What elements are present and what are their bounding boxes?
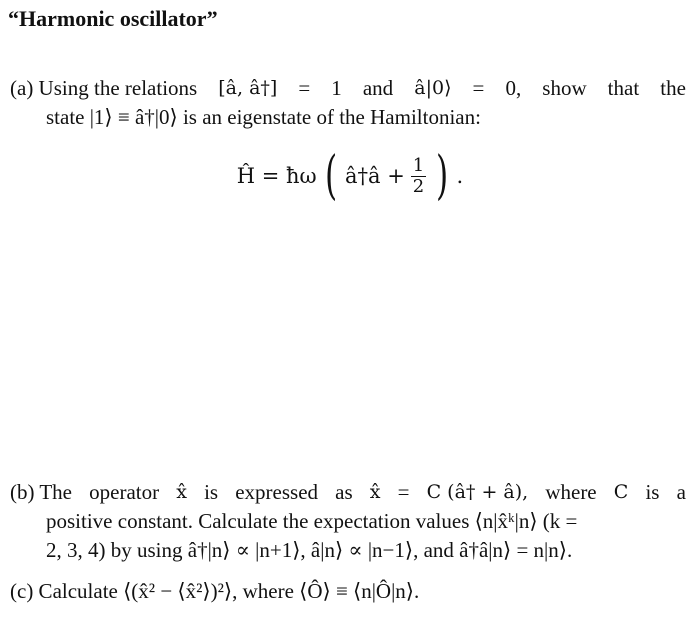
- part-b-word: a: [676, 480, 686, 504]
- hamiltonian-equation: [0, 146, 700, 210]
- commutator: [â, â†]: [218, 77, 278, 99]
- number-operator-term: â†â +: [344, 164, 405, 188]
- part-c: [10, 577, 686, 606]
- position-operator: x̂: [369, 481, 381, 503]
- position-operator: x̂: [176, 481, 187, 503]
- fraction-denominator: 2: [412, 175, 425, 197]
- annihilation-on-vacuum: â|0⟩: [414, 77, 452, 99]
- equation-period: .: [456, 164, 464, 188]
- part-a-line-2: state |1⟩ ≡ â†|0⟩ is an eigenstate of the Hamiltonian:: [46, 105, 481, 129]
- part-c-line-1: (c) Calculate ⟨(x̂² − ⟨x̂²⟩)²⟩, where ⟨Ô⟩ ≡ ⟨n|Ô|n⟩.: [10, 579, 420, 603]
- constant-c: C: [613, 481, 629, 503]
- part-b-line-2: positive constant. Calculate the expectation values ⟨n|x̂ᵏ|n⟩ (k =: [46, 509, 578, 533]
- part-b: [10, 478, 686, 565]
- part-a-word: (a) Using the relations: [10, 76, 198, 100]
- part-b-word: as: [335, 480, 353, 504]
- part-b-word: expressed: [235, 480, 319, 504]
- part-b-line-1: [10, 478, 686, 507]
- part-a-word: 0,: [505, 76, 522, 100]
- hamiltonian-lhs: Ĥ = ħω: [236, 164, 317, 188]
- part-a-word: =: [298, 76, 311, 100]
- part-b-word: =: [397, 480, 410, 504]
- part-a-word: show: [542, 76, 587, 100]
- part-b-word: is: [645, 480, 660, 504]
- part-b-word: is: [204, 480, 219, 504]
- part-a-word: that: [607, 76, 640, 100]
- part-b-word: where: [545, 480, 597, 504]
- part-a-word: the: [660, 76, 686, 100]
- close-paren: ): [436, 146, 449, 206]
- open-paren: (: [324, 146, 337, 206]
- part-a-line-1: [10, 74, 686, 103]
- part-b-word: operator: [89, 480, 160, 504]
- fraction-numerator: 1: [412, 154, 425, 176]
- part-a: [10, 74, 686, 132]
- one-half-fraction: [411, 156, 426, 197]
- part-b-line-3: 2, 3, 4) by using â†|n⟩ ∝ |n+1⟩, â|n⟩ ∝ |n−1⟩, and â†â|n⟩ = n|n⟩.: [46, 538, 573, 562]
- part-a-word: and: [362, 76, 394, 100]
- part-a-word: =: [472, 76, 485, 100]
- part-a-word: 1: [331, 76, 342, 100]
- part-b-word: (b) The: [10, 480, 73, 504]
- position-definition: C (â† + â),: [426, 481, 529, 503]
- problem-title: “Harmonic oscillator”: [8, 6, 218, 31]
